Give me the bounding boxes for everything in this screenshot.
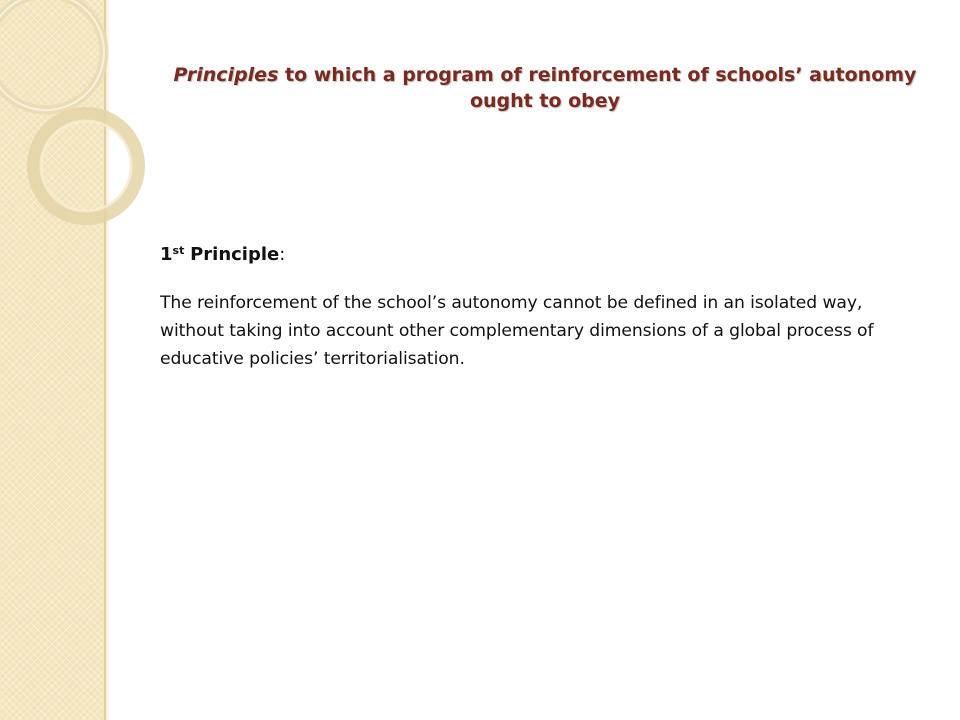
principle-heading [160, 241, 920, 269]
principle-colon: : [279, 244, 286, 265]
content-body [160, 241, 920, 373]
principle-number: 1 [160, 244, 173, 265]
title-italic-part: Principles [173, 64, 279, 86]
page-title [150, 62, 940, 114]
decorative-side-panel [0, 0, 104, 720]
principle-label: Principle [190, 244, 280, 265]
title-rest: to which a program of reinforcement of schools’ autonomy ought to obey [278, 64, 917, 112]
principle-ordinal-suffix: st [172, 244, 185, 257]
principle-text: The reinforcement of the school’s autonomy cannot be defined in an isolated way, without taking into account other complementary dimensions of a global process of educative policies’ territorialisation. [160, 293, 874, 369]
side-panel-shadow [106, 0, 110, 720]
